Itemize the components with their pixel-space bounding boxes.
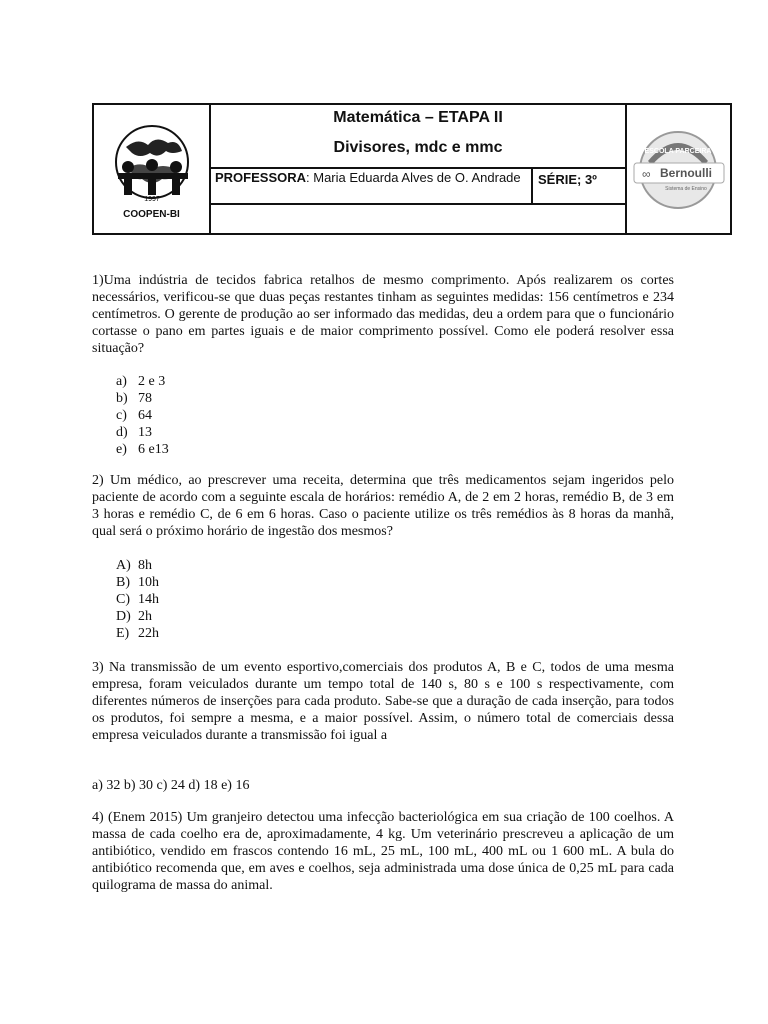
question-1-options bbox=[92, 373, 674, 458]
page-title: Matemática – ETAPA II bbox=[333, 109, 503, 126]
title-block bbox=[211, 105, 625, 169]
option-item bbox=[92, 373, 674, 390]
question-3-options: a) 32 b) 30 c) 24 d) 18 e) 16 bbox=[92, 778, 250, 793]
option-item bbox=[92, 424, 674, 441]
option-letter: b) bbox=[116, 391, 128, 406]
option-item bbox=[92, 625, 674, 642]
option-text: 14h bbox=[138, 592, 159, 607]
option-letter: B) bbox=[116, 575, 130, 590]
coopen-logo bbox=[96, 107, 209, 207]
logo-year: 1997 bbox=[144, 196, 160, 203]
option-letter: E) bbox=[116, 626, 130, 641]
option-letter: a) bbox=[116, 374, 127, 389]
option-text: 10h bbox=[138, 575, 159, 590]
option-item bbox=[92, 574, 674, 591]
question-3 bbox=[92, 659, 674, 744]
option-item bbox=[92, 407, 674, 424]
badge-top-text: ESCOLA PARCEIRA bbox=[644, 148, 712, 155]
question-4 bbox=[92, 809, 674, 894]
option-letter: C) bbox=[116, 592, 130, 607]
badge-brand: Bernoulli bbox=[659, 166, 713, 180]
option-item bbox=[92, 608, 674, 625]
option-text: 13 bbox=[138, 425, 152, 440]
logo-name: COOPEN-BI bbox=[123, 209, 180, 220]
option-item bbox=[92, 557, 674, 574]
option-item bbox=[92, 591, 674, 608]
teacher-cell bbox=[211, 169, 533, 203]
option-item bbox=[92, 441, 674, 458]
badge-sub: Sistema de Ensino bbox=[665, 186, 707, 192]
question-3-text: 3) Na transmissão de um evento esportivo,comerciais dos produtos A, B e C, todos de uma mesma empresa, foram veiculados durante um tempo total de 140 s, 80 s e 100 s respectivamente, com diferentes números de inserções para cada produto. Sabe-se que a duração de cada inserção, para todos os produtos, foi sempre a mesma, e a maior possível. Assim, o número total de comerciais dessa empresa veiculados durante a transmissão foi igual a bbox=[92, 660, 674, 743]
page-subtitle: Divisores, mdc e mmc bbox=[333, 139, 503, 156]
option-text: 22h bbox=[138, 626, 159, 641]
option-text: 2 e 3 bbox=[138, 374, 166, 389]
question-1 bbox=[92, 272, 674, 357]
teacher-label: PROFESSORA bbox=[215, 170, 307, 185]
infinity-icon: ∞ bbox=[642, 167, 651, 181]
option-letter: d) bbox=[116, 425, 128, 440]
teacher-name: : Maria Eduarda Alves de O. Andrade bbox=[306, 170, 521, 185]
question-2 bbox=[92, 472, 674, 540]
option-item bbox=[92, 390, 674, 407]
partner-badge-cell bbox=[625, 105, 730, 233]
option-letter: D) bbox=[116, 609, 131, 624]
bernoulli-badge bbox=[628, 105, 729, 233]
question-2-text: 2) Um médico, ao prescrever uma receita, determina que três medicamentos sejam ingeridos pelo paciente de acordo com a seguinte escala de horários: remédio A, de 2 em 2 horas, remédio B, de 3 em 3 horas e remédio C, de 6 em 6 horas. Caso o paciente utilize os três remédios às 8 horas da manhã, qual será o próximo horário de ingestão dos mesmos? bbox=[92, 473, 674, 539]
option-text: 8h bbox=[138, 558, 152, 573]
option-text: 64 bbox=[138, 408, 152, 423]
option-text: 6 e13 bbox=[138, 442, 169, 457]
option-letter: A) bbox=[116, 558, 131, 573]
header-table bbox=[92, 103, 732, 235]
option-letter: e) bbox=[116, 442, 127, 457]
teacher-row bbox=[211, 169, 625, 205]
school-logo-cell bbox=[94, 105, 211, 233]
question-2-options bbox=[92, 557, 674, 642]
question-1-text: 1)Uma indústria de tecidos fabrica retalhos de mesmo comprimento. Após realizarem os cortes necessários, verificou-se que duas peças restantes tinham as seguintes medidas: 156 centímetros e 234 centímetros. O gerente de produção ao ser informado das medidas, deu a ordem para que o funcionário cortasse o pano em partes iguais e de maior comprimento possível. Como ele poderá resolver essa situação? bbox=[92, 273, 674, 356]
option-letter: c) bbox=[116, 408, 127, 423]
option-text: 78 bbox=[138, 391, 152, 406]
question-4-text: 4) (Enem 2015) Um granjeiro detectou uma infecção bacteriológica em sua criação de 100 coelhos. A massa de cada coelho era de, aproximadamente, 4 kg. Um veterinário prescreveu a aplicação de um antibiótico, vendido em frascos contendo 16 mL, 25 mL, 100 mL, 400 mL ou 1 600 mL. A bula do antibiótico recomenda que, em aves e coelhos, seja administrada uma dose única de 0,25 mL para cada quilograma de massa do animal. bbox=[92, 810, 674, 893]
grade-cell: SÉRIE; 3º bbox=[538, 172, 597, 187]
option-text: 2h bbox=[138, 609, 152, 624]
